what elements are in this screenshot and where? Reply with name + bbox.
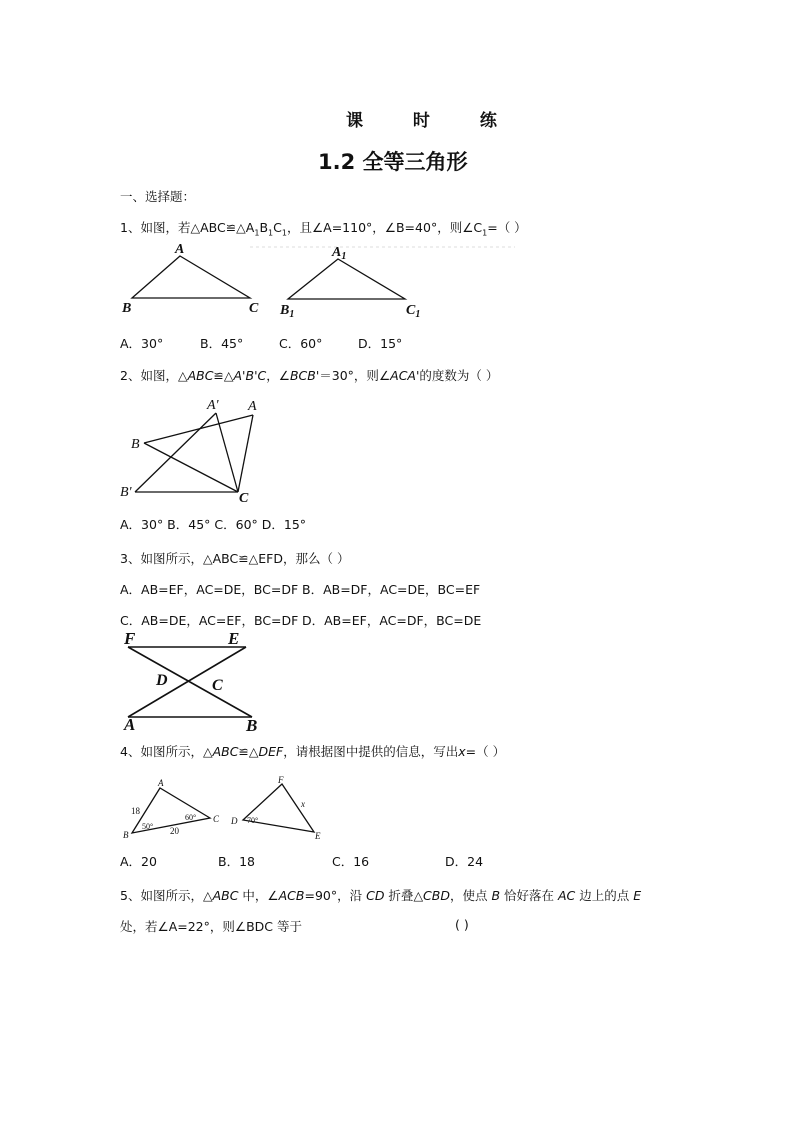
angle-70: 70° — [247, 816, 259, 825]
q4-stem-pre: 4、如图所示， — [120, 744, 203, 759]
label-c: C — [239, 491, 249, 506]
question-4-stem — [120, 742, 505, 760]
q2-stem-angle2: ∠ACA' — [378, 368, 420, 383]
q1-stem-mid2: C — [273, 220, 282, 235]
question-5-line-2: 处，若∠A=22°，则∠BDC 等于 — [120, 919, 302, 934]
seg-bp-ap — [135, 413, 216, 492]
lesson-title: 1.2 全等三角形 — [318, 150, 468, 174]
label-b: B — [123, 830, 129, 840]
q1-sub-1: 1 — [254, 228, 260, 238]
q5-t3: 折叠 — [384, 888, 414, 903]
label-f: F — [124, 629, 136, 648]
q5-i5: B — [491, 888, 501, 903]
q4-stem-end: =（ ） — [465, 744, 506, 759]
q1-option-a: A．30° — [120, 336, 164, 351]
section-label: 一、选择题： — [120, 189, 196, 204]
question-3-stem: 3、如图所示，△ABC≌△EFD，那么（ ） — [120, 551, 350, 566]
q3-option-a: A．AB=EF，AC=DE，BC=DF — [120, 582, 299, 597]
q5-t6: 边上的点 — [575, 888, 634, 903]
triangle-a1b1c1 — [288, 259, 405, 299]
label-b: B — [246, 716, 258, 735]
q4-option-c: C．16 — [332, 854, 370, 869]
q2-stem-congruence: △ABC≌△A'B'C — [177, 368, 267, 383]
q2-stem-post: ＝30°，则 — [319, 368, 379, 383]
label-c: C — [212, 677, 223, 694]
label-b1: $B_1$ — [280, 303, 295, 320]
label-a: A — [248, 399, 257, 414]
label-a: A — [158, 778, 164, 788]
label-e: E — [228, 629, 240, 648]
q3-option-b: B．AB=DF，AC=DE，BC=EF — [302, 582, 481, 597]
label-bp: B' — [120, 485, 132, 500]
q4-option-b: B．18 — [218, 854, 255, 869]
label-d: D — [156, 672, 168, 689]
q1-sub-4: 1 — [482, 228, 488, 238]
q5-t0: 5、如图所示， — [120, 888, 203, 903]
q2-stem-pre: 2、如图， — [120, 368, 178, 383]
q5-i1: △ABC — [202, 888, 239, 903]
q4-figure — [120, 776, 340, 846]
q1-option-b: B．45° — [200, 336, 244, 351]
label-ap: A' — [207, 398, 219, 413]
question-5-line-1 — [120, 886, 641, 904]
q2-stem-end: 的度数为（ ） — [419, 368, 499, 383]
q2-stem-angle1: ∠BCB' — [278, 368, 320, 383]
q4-stem-post: ，请根据图中提供的信息，写出 — [283, 744, 459, 759]
q5-t1: 中， — [238, 888, 268, 903]
q2-figure — [118, 396, 288, 506]
q3-option-d: D．AB=EF，AC=DF，BC=DE — [302, 613, 482, 628]
label-f: F — [278, 775, 284, 785]
label-d: D — [231, 816, 238, 826]
q1-option-d: D．15° — [358, 336, 403, 351]
q1-stem-pre: 1、如图，若△ABC≌△A — [120, 220, 255, 235]
label-a1: $A_1$ — [332, 245, 347, 262]
label-a: A — [124, 715, 136, 734]
q1-sub-3: 1 — [281, 228, 287, 238]
seg-b-a — [144, 415, 253, 443]
label-c1: $C_1$ — [406, 303, 421, 320]
angle-60: 60° — [185, 813, 197, 822]
q4-option-a: A．20 — [120, 854, 157, 869]
q4-stem-congruence: △ABC≌△DEF — [202, 744, 284, 759]
question-1-stem — [120, 218, 527, 238]
seg-b-c — [144, 443, 238, 492]
q1-figure — [120, 242, 440, 322]
page-title: 课 时 练 — [346, 111, 519, 131]
q1-stem-mid3: ，且∠A=110°，∠B=40°，则∠C — [286, 220, 483, 235]
label-b: B — [122, 301, 132, 316]
seg-ap-c — [216, 413, 238, 492]
q1-sub-2: 1 — [268, 228, 274, 238]
q5-t2: =90°，沿 — [304, 888, 367, 903]
q1-stem-post: =（ ） — [487, 220, 527, 235]
q5-i7: E — [633, 888, 642, 903]
q1-stem-mid1: B — [259, 220, 269, 235]
angle-50: 50° — [142, 822, 154, 831]
seg-a-c — [238, 415, 253, 492]
q4-stem-x: x — [458, 744, 466, 759]
q5-i6: AC — [558, 888, 576, 903]
q5-answer-paren: ( ) — [455, 917, 469, 932]
q5-i2: ∠ACB — [267, 888, 305, 903]
q1-option-c: C．60° — [279, 336, 323, 351]
q5-t5: 恰好落在 — [500, 888, 558, 903]
label-b: B — [131, 437, 140, 452]
side-18: 18 — [131, 806, 140, 816]
label-a: A — [175, 242, 185, 257]
q5-i4: △CBD — [413, 888, 450, 903]
label-c: C — [213, 814, 220, 824]
label-c: C — [249, 301, 259, 316]
q2-options: A．30° B．45° C．60° D．15° — [120, 517, 307, 532]
q2-stem-mid: ， — [266, 368, 279, 383]
q3-figure — [122, 629, 272, 735]
q4-option-d: D．24 — [445, 854, 484, 869]
triangle-abc — [132, 256, 250, 298]
q5-t4: ，使点 — [449, 888, 492, 903]
side-20: 20 — [170, 826, 179, 836]
q5-i3: CD — [366, 888, 385, 903]
side-x: x — [301, 799, 305, 809]
q3-option-c: C．AB=DE，AC=EF，BC=DF — [120, 613, 299, 628]
label-e: E — [315, 831, 321, 841]
question-2-stem — [120, 366, 498, 384]
